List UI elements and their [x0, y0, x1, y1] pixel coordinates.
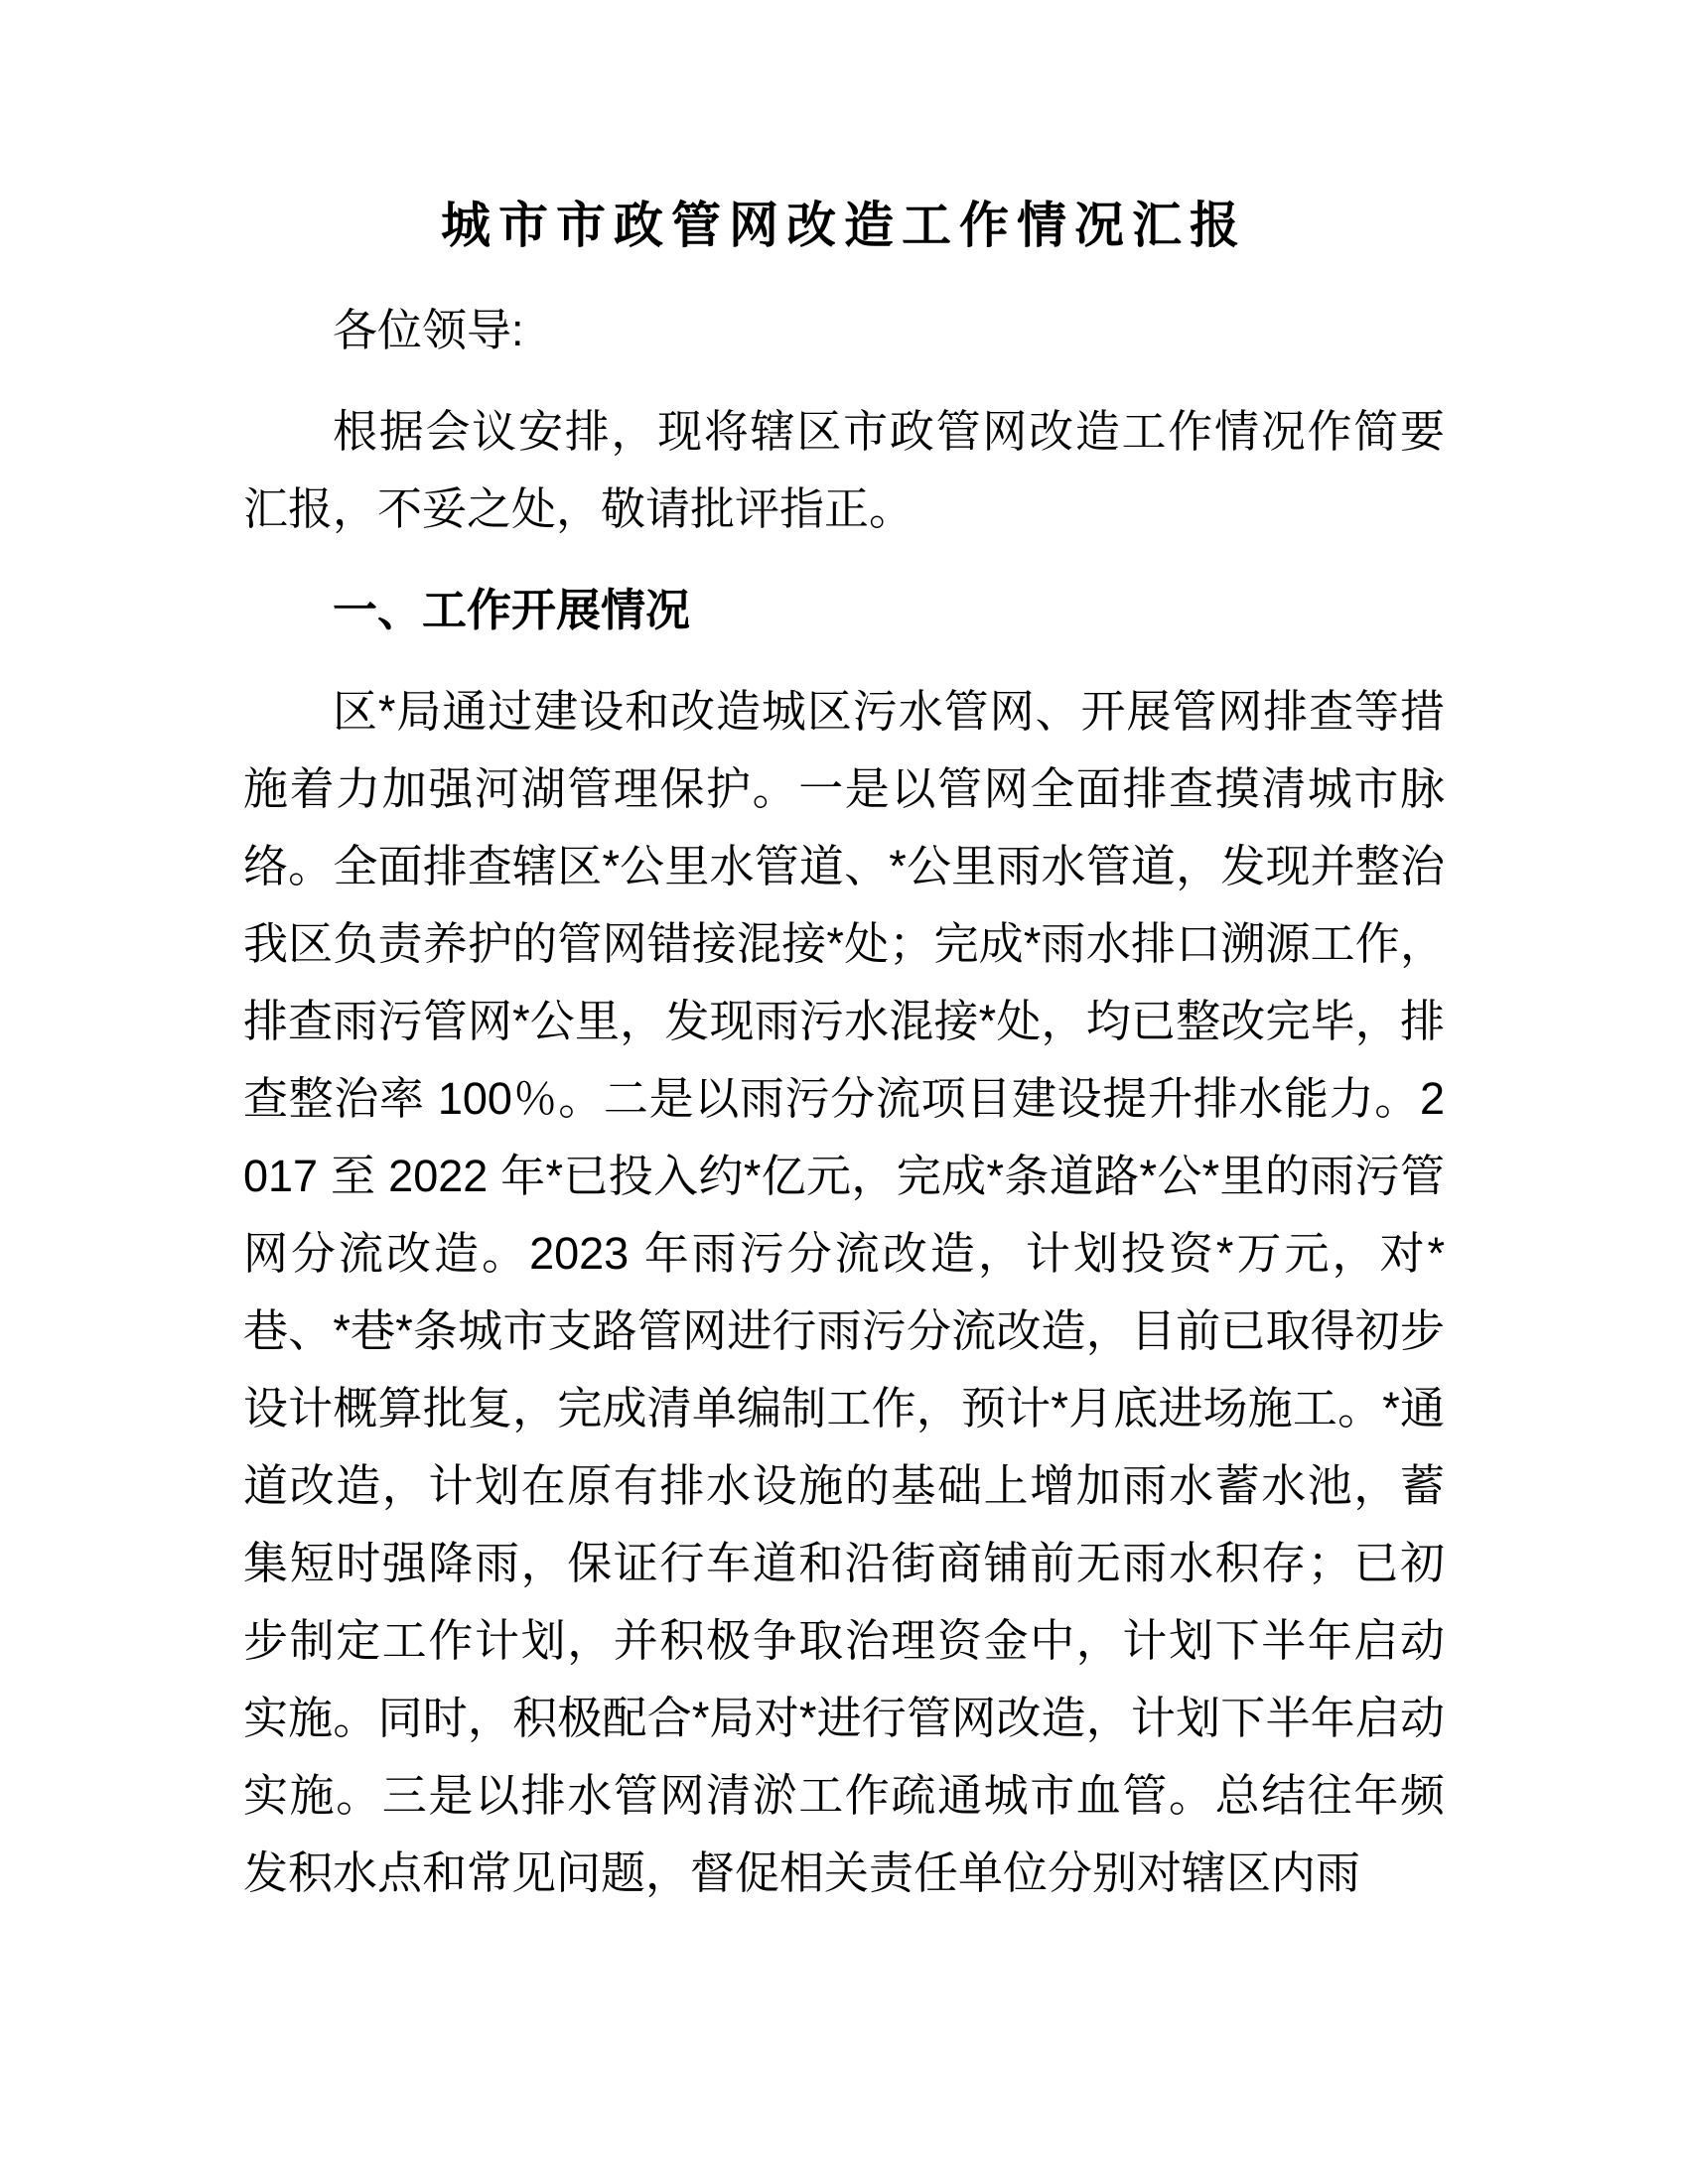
intro-paragraph: 根据会议安排，现将辖区市政管网改造工作情况作简要汇报，不妥之处，敬请批评指正。 — [243, 406, 1445, 534]
salutation: 各位领导: — [333, 305, 524, 355]
section-heading: 一、工作开展情况 — [333, 585, 691, 635]
body-paragraph: 区*局通过建设和改造城区污水管网、开展管网排查等措施着力加强河湖管理保护。一是以管网全面排查摸清城市脉络。全面排查辖区*公里水管道、*公里雨水管道，发现并整治我区负责养护的管网错接混接*处；完成*雨水排口溯源工作，排查雨污管网*公里，发现雨污水混接*处，均已整改完毕，排查整治率 100％。二是以雨污分流项目建设提升排水能力。2017 至 2022 年*已投入约*亿元，完成*条道路*公*里的雨污管网分流改造。2023 年雨污分流改造，计划投资*万元，对*巷、*巷*条城市支路管网进行雨污分流改造，目前已取得初步设计概算批复，完成清单编制工作，预计*月底进场施工。*通道改造，计划在原有排水设施的基础上增加雨水蓄水池，蓄集短时强降雨，保证行车道和沿街商铺前无雨水积存；已初步制定工作计划，并积极争取治理资金中，计划下半年启动实施。同时，积极配合*局对*进行管网改造，计划下半年启动实施。三是以排水管网清淤工作疏通城市血管。总结往年频发积水点和常见问题，督促相关责任单位分别对辖区内雨 — [243, 686, 1445, 1898]
document-title: 城市市政管网改造工作情况汇报 — [441, 198, 1247, 253]
